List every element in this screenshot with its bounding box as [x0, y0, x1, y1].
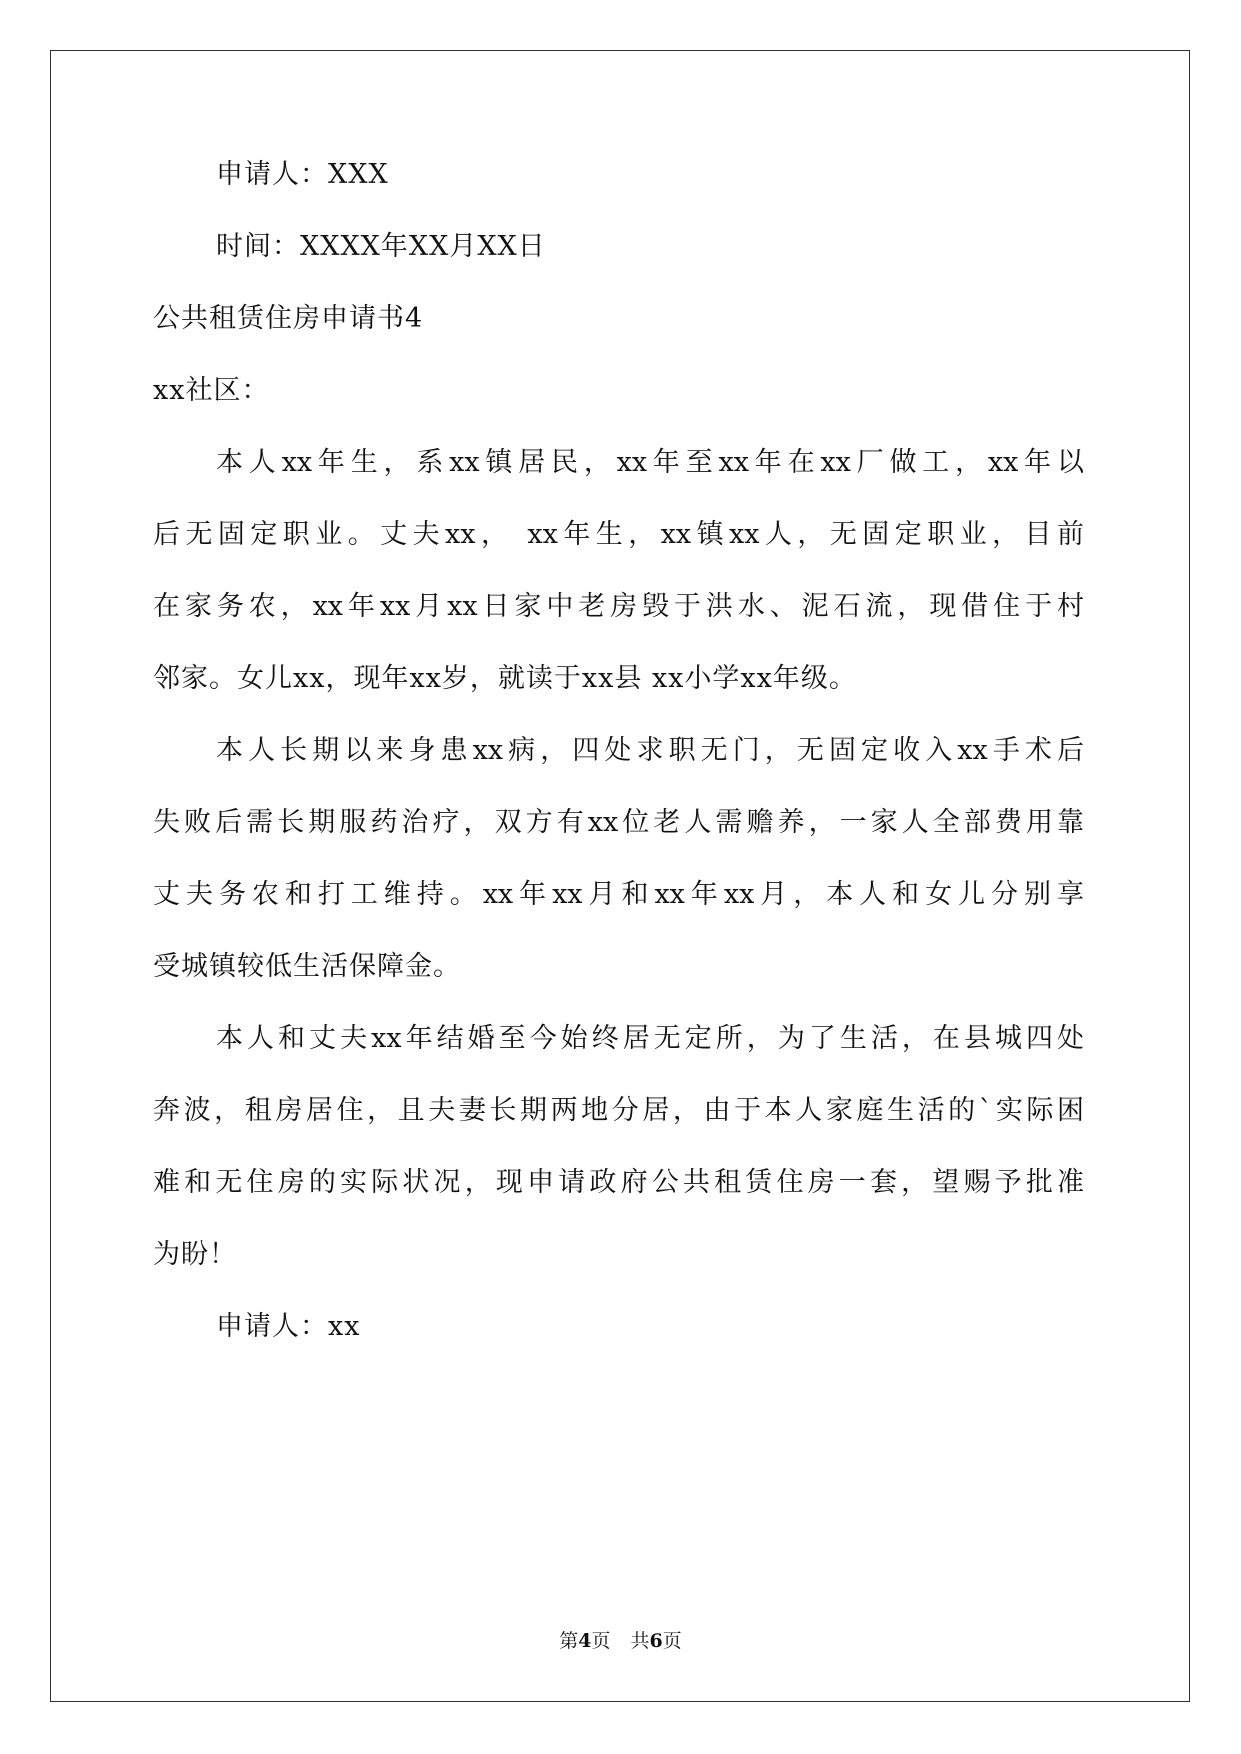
paragraph2-line1: 本人长期以来身患xx病，四处求职无门，无固定收入xx手术后: [216, 735, 1084, 766]
footer-total-prefix: 共: [630, 1630, 650, 1652]
paragraph3-line3: 难和无住房的实际状况，现申请政府公共租赁住房一套，望赐予批准: [153, 1167, 1084, 1198]
paragraph2-line2: 失败后需长期服药治疗，双方有xx位老人需赡养，一家人全部费用靠: [153, 807, 1084, 838]
footer-total-suffix: 页: [662, 1630, 682, 1652]
current-page-number: 4: [578, 1630, 592, 1652]
paragraph3-line2: 奔波，租房居住，且夫妻长期两地分居，由于本人家庭生活的`实际困: [153, 1095, 1084, 1126]
page-footer: [0, 1629, 1241, 1653]
page-border: [50, 50, 1190, 1702]
paragraph2-line4: 受城镇较低生活保障金。: [153, 951, 461, 982]
signature-line: 申请人：xx: [216, 1311, 361, 1342]
paragraph1-line2: 后无固定职业。丈夫xx， xx年生，xx镇xx人，无固定职业，目前: [153, 519, 1084, 550]
applicant-line: 申请人：XXX: [216, 159, 389, 190]
date-line: 时间：XXXX年XX月XX日: [216, 231, 546, 262]
paragraph1-line3: 在家务农，xx年xx月xx日家中老房毁于洪水、泥石流，现借住于村: [153, 591, 1084, 622]
document-title: 公共租赁住房申请书4: [153, 303, 424, 334]
total-pages-number: 6: [649, 1630, 663, 1652]
paragraph3-line1: 本人和丈夫xx年结婚至今始终居无定所，为了生活，在县城四处: [216, 1023, 1084, 1054]
paragraph2-line3: 丈夫务农和打工维持。xx年xx月和xx年xx月，本人和女儿分别享: [153, 879, 1084, 910]
footer-page-suffix: 页: [591, 1630, 611, 1652]
paragraph3-line4: 为盼！: [153, 1239, 237, 1270]
footer-prefix: 第: [559, 1630, 579, 1652]
paragraph1-line1: 本人xx年生，系xx镇居民，xx年至xx年在xx厂做工，xx年以: [216, 447, 1084, 478]
paragraph1-line4: 邻家。女儿xx，现年xx岁，就读于xx县 xx小学xx年级。: [153, 663, 857, 694]
salutation: xx社区：: [153, 375, 270, 406]
